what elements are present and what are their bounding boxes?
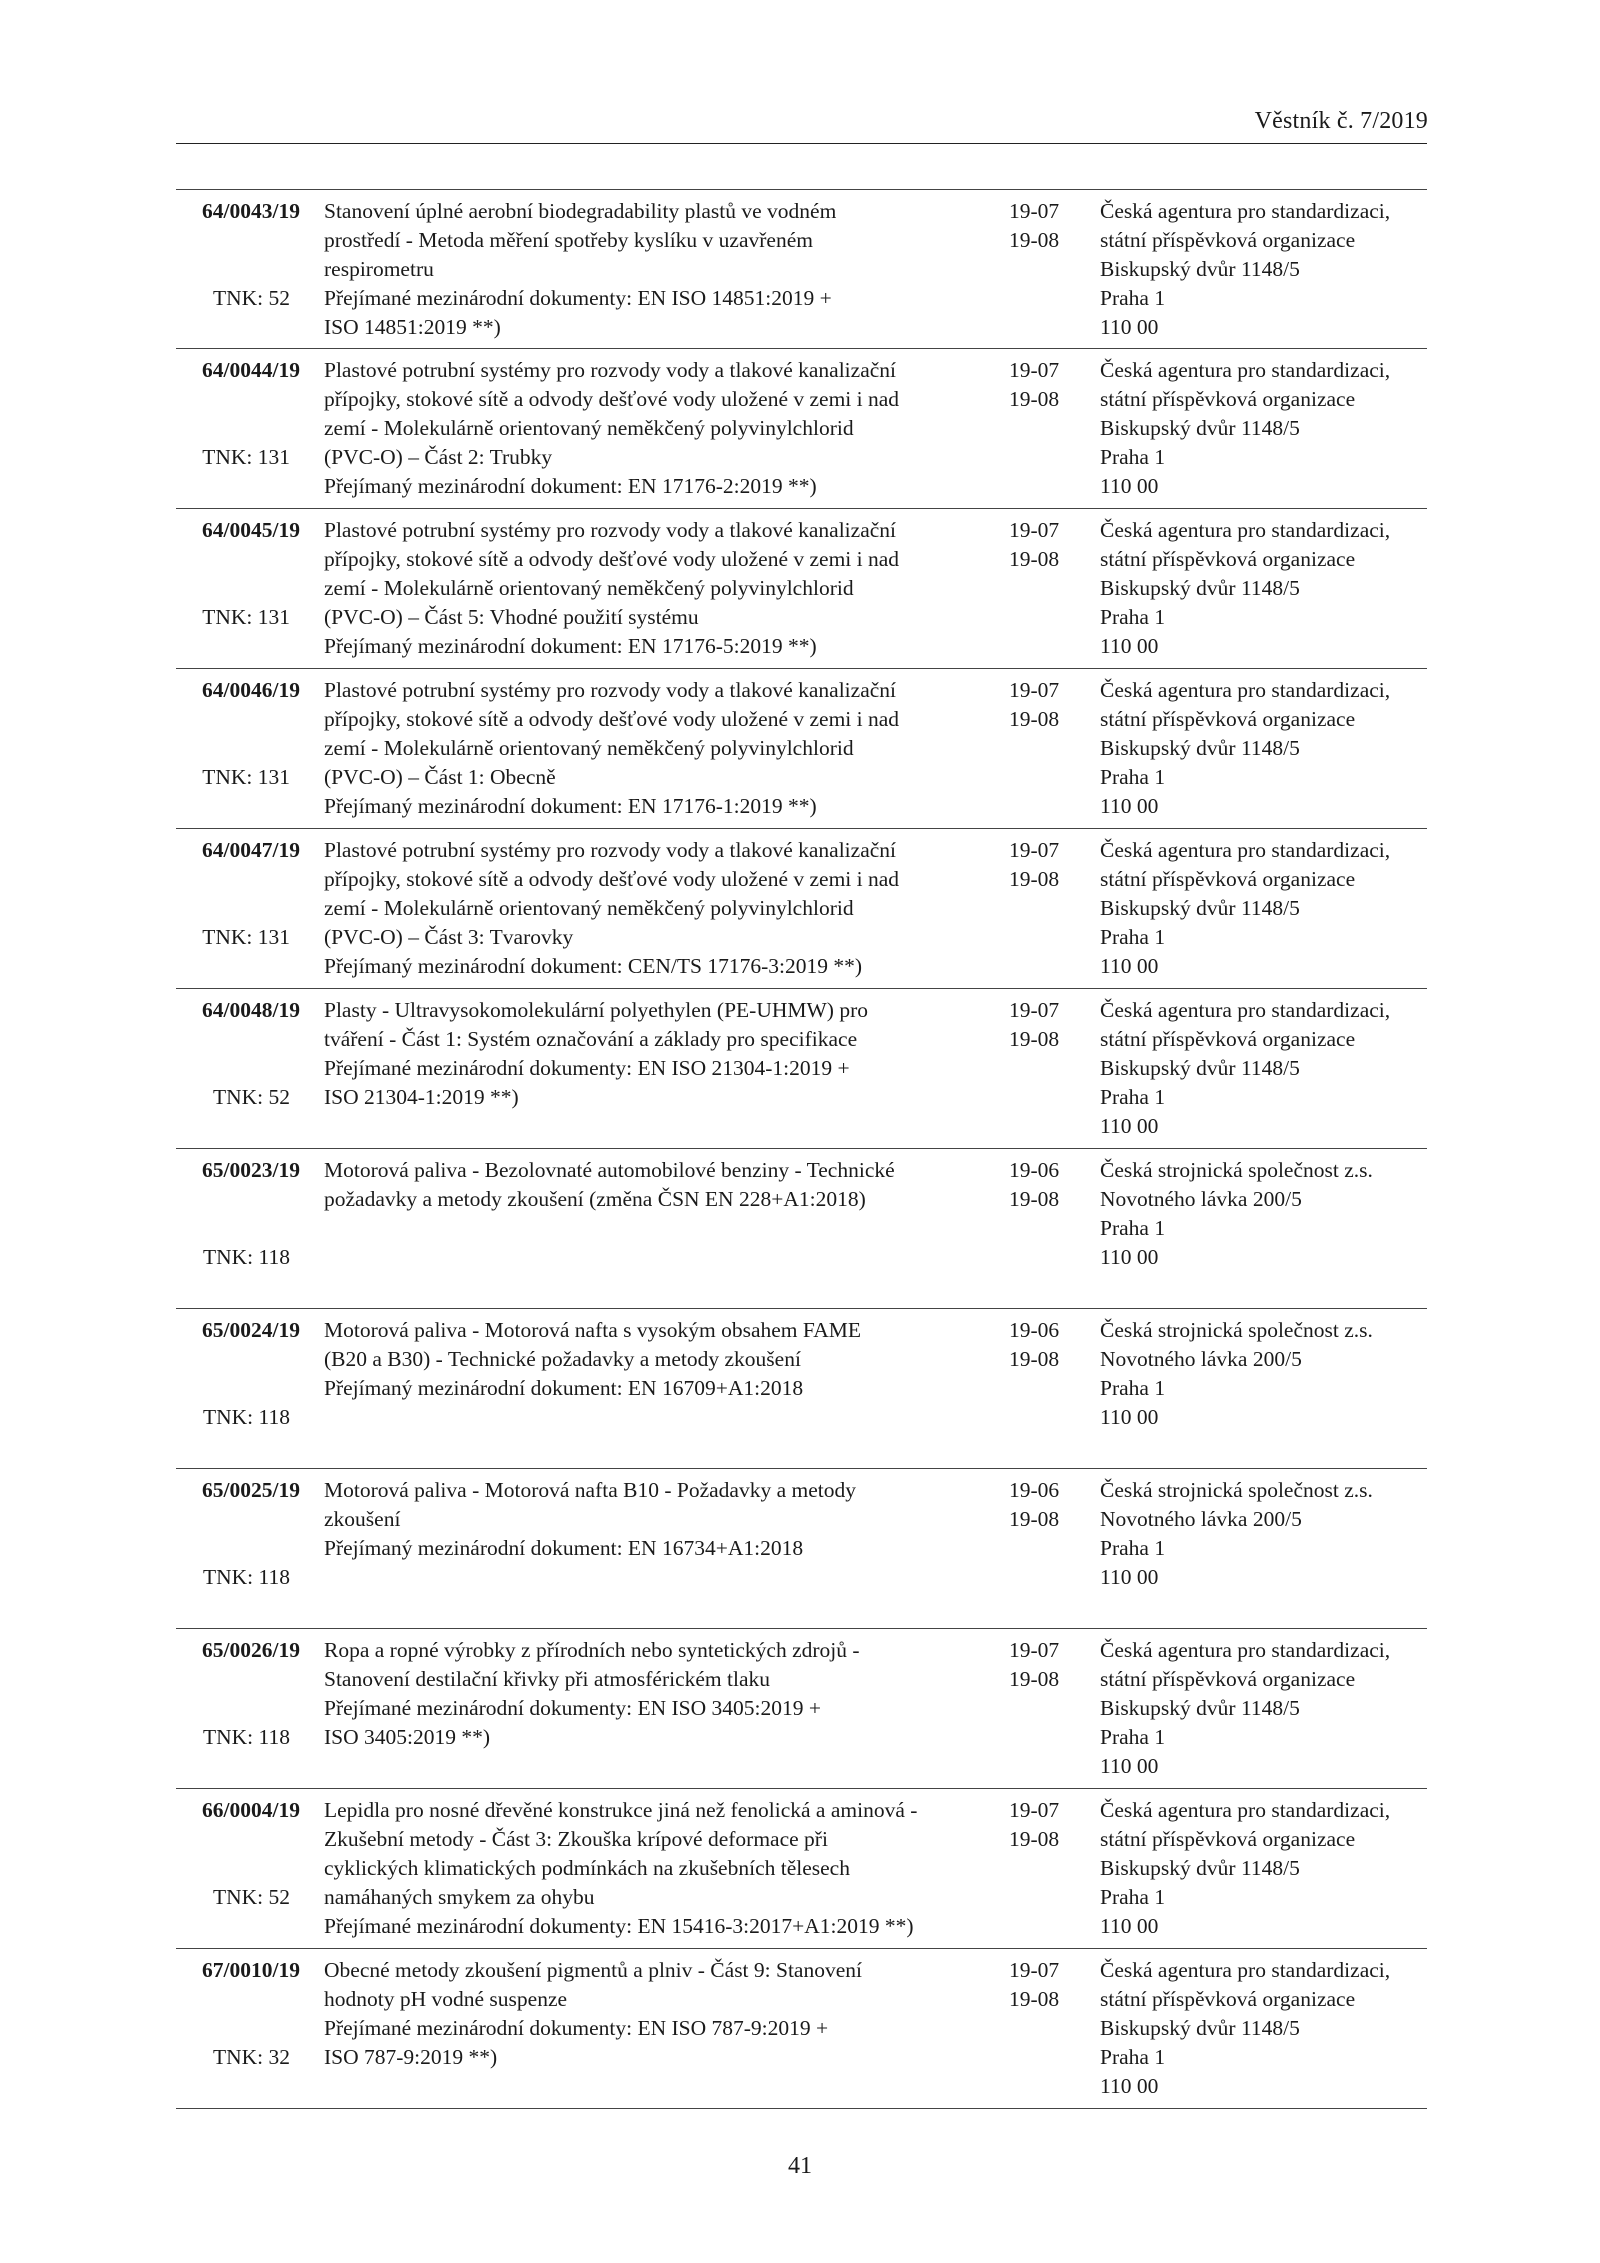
entry-code: 65/0023/19 (202, 1158, 300, 1182)
entry-date: 19-07 (1009, 678, 1060, 702)
table-row (176, 1309, 1427, 1469)
entry-title-line: (PVC-O) – Část 1: Obecně (324, 765, 556, 789)
entry-organization-line: 110 00 (1100, 1245, 1159, 1269)
table-row (176, 1629, 1427, 1789)
entry-organization (1100, 676, 1430, 821)
entry-tnk: TNK: 118 (203, 1725, 290, 1749)
entry-dates (1009, 356, 1079, 414)
entry-title-line: přípojky, stokové sítě a odvody dešťové vody uložené v zemi i nad (324, 867, 900, 891)
entry-title (324, 1316, 1004, 1403)
entry-title-line: přípojky, stokové sítě a odvody dešťové vody uložené v zemi i nad (324, 547, 900, 571)
entry-code: 64/0044/19 (202, 358, 300, 382)
entry-title-line: přípojky, stokové sítě a odvody dešťové vody uložené v zemi i nad (324, 707, 900, 731)
entry-organization-line: Česká strojnická společnost z.s. (1100, 1158, 1373, 1182)
entry-organization-line: 110 00 (1100, 2074, 1159, 2098)
entry-date: 19-07 (1009, 518, 1060, 542)
table-row (176, 989, 1427, 1149)
entry-title-line: zkoušení (324, 1507, 401, 1531)
entry-organization-line: Praha 1 (1100, 1725, 1166, 1749)
entry-date: 19-07 (1009, 1798, 1060, 1822)
entry-title-line: (PVC-O) – Část 2: Trubky (324, 445, 553, 469)
entry-title-line: (B20 a B30) - Technické požadavky a metody zkoušení (324, 1347, 801, 1371)
entry-organization-line: Praha 1 (1100, 765, 1166, 789)
entry-date: 19-06 (1009, 1158, 1060, 1182)
entry-title-line: požadavky a metody zkoušení (změna ČSN EN 228+A1:2018) (324, 1187, 866, 1211)
entry-date: 19-08 (1009, 1827, 1060, 1851)
entry-organization-line: Česká agentura pro standardizaci, (1100, 1638, 1391, 1662)
entry-title (324, 996, 1004, 1112)
entry-date: 19-07 (1009, 199, 1060, 223)
entry-title (324, 1796, 1004, 1941)
entry-title (324, 1956, 1004, 2072)
entry-title-line: Motorová paliva - Motorová nafta s vysokým obsahem FAME (324, 1318, 862, 1342)
entry-organization-line: 110 00 (1100, 1914, 1159, 1938)
entry-code: 67/0010/19 (202, 1958, 300, 1982)
entry-dates (1009, 1956, 1079, 2014)
entry-organization-line: Biskupský dvůr 1148/5 (1100, 257, 1300, 281)
entry-title-line: Přejímaný mezinárodní dokument: CEN/TS 17176-3:2019 **) (324, 954, 863, 978)
entry-organization-line: Praha 1 (1100, 1536, 1166, 1560)
entry-organization-line: Biskupský dvůr 1148/5 (1100, 2016, 1300, 2040)
entry-title-line: Přejímaný mezinárodní dokument: EN 17176-1:2019 **) (324, 794, 817, 818)
entry-organization (1100, 1636, 1430, 1781)
entry-title-line: Přejímaný mezinárodní dokument: EN 16734+A1:2018 (324, 1536, 804, 1560)
entry-organization-line: Biskupský dvůr 1148/5 (1100, 416, 1300, 440)
entry-organization-line: státní příspěvková organizace (1100, 387, 1356, 411)
entry-organization-line: státní příspěvková organizace (1100, 228, 1356, 252)
entry-date: 19-08 (1009, 1507, 1060, 1531)
entry-organization-line: Biskupský dvůr 1148/5 (1100, 896, 1300, 920)
entry-organization-line: státní příspěvková organizace (1100, 1667, 1356, 1691)
entry-dates (1009, 676, 1079, 734)
header-divider (176, 143, 1427, 144)
table-row (176, 1469, 1427, 1629)
entry-title (324, 1636, 1004, 1752)
entry-tnk: TNK: 52 (212, 286, 290, 310)
entry-title-line: tváření - Část 1: Systém označování a základy pro specifikace (324, 1027, 858, 1051)
entry-code: 64/0043/19 (202, 199, 300, 223)
entry-title-line: Lepidla pro nosné dřevěné konstrukce jiná než fenolická a aminová - (324, 1798, 918, 1822)
entry-title-line: Obecné metody zkoušení pigmentů a plniv - Část 9: Stanovení (324, 1958, 862, 1982)
entry-title-line: (PVC-O) – Část 3: Tvarovky (324, 925, 574, 949)
entry-tnk: TNK: 52 (212, 1085, 290, 1109)
table-row (176, 509, 1427, 669)
entry-organization-line: Praha 1 (1100, 605, 1166, 629)
entry-date: 19-06 (1009, 1318, 1060, 1342)
entry-title-line: ISO 787-9:2019 **) (324, 2045, 498, 2069)
entry-organization (1100, 1476, 1430, 1592)
entry-title-line: Přejímané mezinárodní dokumenty: EN ISO 14851:2019 + (324, 286, 832, 310)
table-row (176, 189, 1427, 349)
entry-date: 19-07 (1009, 1958, 1060, 1982)
entry-date: 19-07 (1009, 358, 1060, 382)
entry-title (324, 836, 1004, 981)
entry-title-line: Zkušební metody - Část 3: Zkouška krípové deformace při (324, 1827, 828, 1851)
entry-organization-line: 110 00 (1100, 474, 1159, 498)
entry-organization (1100, 996, 1430, 1141)
entry-title-line: Motorová paliva - Bezolovnaté automobilové benziny - Technické (324, 1158, 895, 1182)
entry-dates (1009, 1476, 1079, 1534)
entry-organization-line: státní příspěvková organizace (1100, 547, 1356, 571)
entry-date: 19-08 (1009, 547, 1060, 571)
entry-date: 19-07 (1009, 998, 1060, 1022)
entry-organization-line: Praha 1 (1100, 925, 1166, 949)
entry-organization-line: 110 00 (1100, 634, 1159, 658)
entry-title-line: Plasty - Ultravysokomolekulární polyethylen (PE-UHMW) pro (324, 998, 868, 1022)
entry-tnk: TNK: 118 (203, 1565, 290, 1589)
entry-organization-line: 110 00 (1100, 954, 1159, 978)
entry-dates (1009, 996, 1079, 1054)
entry-organization-line: Novotného lávka 200/5 (1100, 1187, 1302, 1211)
entry-title-line: zemí - Molekulárně orientovaný neměkčený polyvinylchlorid (324, 576, 854, 600)
entry-date: 19-07 (1009, 838, 1060, 862)
entry-code: 64/0045/19 (202, 518, 300, 542)
entry-date: 19-08 (1009, 1987, 1060, 2011)
entry-date: 19-08 (1009, 1027, 1060, 1051)
entry-title (324, 516, 1004, 661)
entry-title-line: respirometru (324, 257, 434, 281)
entry-title-line: Přejímané mezinárodní dokumenty: EN ISO 3405:2019 + (324, 1696, 821, 1720)
entry-organization-line: 110 00 (1100, 1114, 1159, 1138)
entry-title-line: (PVC-O) – Část 5: Vhodné použití systému (324, 605, 699, 629)
entry-organization (1100, 356, 1430, 501)
entry-organization-line: Biskupský dvůr 1148/5 (1100, 736, 1300, 760)
entry-organization-line: Česká strojnická společnost z.s. (1100, 1318, 1373, 1342)
entry-date: 19-08 (1009, 707, 1060, 731)
entry-title-line: Přejímaný mezinárodní dokument: EN 17176-5:2019 **) (324, 634, 817, 658)
entry-organization-line: Praha 1 (1100, 2045, 1166, 2069)
entry-title-line: Plastové potrubní systémy pro rozvody vody a tlakové kanalizační (324, 518, 897, 542)
table-row (176, 829, 1427, 989)
entry-dates (1009, 1316, 1079, 1374)
entry-organization (1100, 1956, 1430, 2101)
entry-organization-line: Praha 1 (1100, 1885, 1166, 1909)
entry-tnk: TNK: 131 (202, 605, 290, 629)
entry-dates (1009, 1796, 1079, 1854)
entry-title-line: Přejímané mezinárodní dokumenty: EN ISO 787-9:2019 + (324, 2016, 829, 2040)
entry-dates (1009, 516, 1079, 574)
page-header-title: Věstník č. 7/2019 (1254, 108, 1428, 134)
entry-tnk: TNK: 131 (202, 925, 290, 949)
entry-title-line: Přejímané mezinárodní dokumenty: EN ISO 21304-1:2019 + (324, 1056, 850, 1080)
entry-organization-line: Praha 1 (1100, 286, 1166, 310)
entry-organization-line: Česká agentura pro standardizaci, (1100, 678, 1391, 702)
entry-title-line: zemí - Molekulárně orientovaný neměkčený polyvinylchlorid (324, 896, 854, 920)
entry-date: 19-08 (1009, 1667, 1060, 1691)
entry-organization-line: Česká agentura pro standardizaci, (1100, 1798, 1391, 1822)
entry-title-line: cyklických klimatických podmínkách na zkušebních tělesech (324, 1856, 850, 1880)
entry-date: 19-08 (1009, 387, 1060, 411)
entry-code: 64/0048/19 (202, 998, 300, 1022)
entry-organization-line: Novotného lávka 200/5 (1100, 1347, 1302, 1371)
entry-organization-line: státní příspěvková organizace (1100, 867, 1356, 891)
entry-code: 65/0025/19 (202, 1478, 300, 1502)
entry-tnk: TNK: 118 (203, 1245, 290, 1269)
entry-organization-line: Praha 1 (1100, 445, 1166, 469)
entry-title-line: Plastové potrubní systémy pro rozvody vody a tlakové kanalizační (324, 838, 897, 862)
entry-organization (1100, 1156, 1430, 1272)
entry-organization-line: Česká agentura pro standardizaci, (1100, 518, 1391, 542)
entry-title-line: Plastové potrubní systémy pro rozvody vody a tlakové kanalizační (324, 678, 897, 702)
entry-organization (1100, 1316, 1430, 1432)
entry-date: 19-08 (1009, 867, 1060, 891)
standards-table (176, 189, 1427, 2109)
entry-title (324, 1156, 1004, 1214)
entry-date: 19-07 (1009, 1638, 1060, 1662)
entry-organization (1100, 197, 1430, 342)
entry-title (324, 676, 1004, 821)
entry-code: 65/0024/19 (202, 1318, 300, 1342)
entry-organization-line: 110 00 (1100, 1565, 1159, 1589)
entry-date: 19-08 (1009, 228, 1060, 252)
entry-title-line: ISO 14851:2019 **) (324, 315, 501, 339)
entry-tnk: TNK: 118 (203, 1405, 290, 1429)
entry-organization-line: Novotného lávka 200/5 (1100, 1507, 1302, 1531)
entry-organization-line: státní příspěvková organizace (1100, 707, 1356, 731)
entry-organization-line: státní příspěvková organizace (1100, 1987, 1356, 2011)
entry-title-line: ISO 21304-1:2019 **) (324, 1085, 519, 1109)
entry-title (324, 356, 1004, 501)
entry-organization-line: Biskupský dvůr 1148/5 (1100, 576, 1300, 600)
table-row (176, 669, 1427, 829)
entry-organization-line: Česká agentura pro standardizaci, (1100, 358, 1391, 382)
entry-organization (1100, 836, 1430, 981)
entry-tnk: TNK: 32 (212, 2045, 290, 2069)
entry-title-line: Přejímaný mezinárodní dokument: EN 17176-2:2019 **) (324, 474, 817, 498)
entry-dates (1009, 1156, 1079, 1214)
entry-date: 19-08 (1009, 1347, 1060, 1371)
entry-title-line: zemí - Molekulárně orientovaný neměkčený polyvinylchlorid (324, 416, 854, 440)
entry-title-line: prostředí - Metoda měření spotřeby kyslíku v uzavřeném (324, 228, 813, 252)
entry-organization-line: státní příspěvková organizace (1100, 1027, 1356, 1051)
entry-title (324, 1476, 1004, 1563)
entry-organization-line: 110 00 (1100, 794, 1159, 818)
entry-title-line: namáhaných smykem za ohybu (324, 1885, 595, 1909)
entry-organization-line: Biskupský dvůr 1148/5 (1100, 1856, 1300, 1880)
entry-title-line: Stanovení destilační křivky při atmosférickém tlaku (324, 1667, 771, 1691)
table-row (176, 1949, 1427, 2109)
entry-organization-line: Praha 1 (1100, 1376, 1166, 1400)
entry-tnk: TNK: 52 (212, 1885, 290, 1909)
entry-organization-line: Biskupský dvůr 1148/5 (1100, 1056, 1300, 1080)
entry-dates (1009, 1636, 1079, 1694)
entry-organization-line: Praha 1 (1100, 1216, 1166, 1240)
entry-dates (1009, 197, 1079, 255)
table-row (176, 1149, 1427, 1309)
entry-dates (1009, 836, 1079, 894)
entry-title (324, 197, 1004, 342)
entry-code: 65/0026/19 (202, 1638, 300, 1662)
entry-title-line: Stanovení úplné aerobní biodegradability plastů ve vodném (324, 199, 837, 223)
entry-title-line: ISO 3405:2019 **) (324, 1725, 491, 1749)
entry-title-line: Ropa a ropné výrobky z přírodních nebo syntetických zdrojů - (324, 1638, 860, 1662)
entry-tnk: TNK: 131 (202, 445, 290, 469)
entry-title-line: Přejímaný mezinárodní dokument: EN 16709+A1:2018 (324, 1376, 804, 1400)
entry-code: 64/0047/19 (202, 838, 300, 862)
entry-title-line: Motorová paliva - Motorová nafta B10 - Požadavky a metody (324, 1478, 856, 1502)
entry-organization-line: Česká agentura pro standardizaci, (1100, 1958, 1391, 1982)
entry-organization-line: Česká agentura pro standardizaci, (1100, 199, 1391, 223)
entry-organization-line: Praha 1 (1100, 1085, 1166, 1109)
entry-title-line: přípojky, stokové sítě a odvody dešťové vody uložené v zemi i nad (324, 387, 900, 411)
entry-title-line: Plastové potrubní systémy pro rozvody vody a tlakové kanalizační (324, 358, 897, 382)
entry-tnk: TNK: 131 (202, 765, 290, 789)
entry-title-line: zemí - Molekulárně orientovaný neměkčený polyvinylchlorid (324, 736, 854, 760)
entry-organization-line: státní příspěvková organizace (1100, 1827, 1356, 1851)
entry-organization-line: Česká strojnická společnost z.s. (1100, 1478, 1373, 1502)
entry-date: 19-08 (1009, 1187, 1060, 1211)
entry-organization-line: 110 00 (1100, 315, 1159, 339)
entry-organization-line: 110 00 (1100, 1754, 1159, 1778)
entry-date: 19-06 (1009, 1478, 1060, 1502)
entry-code: 66/0004/19 (202, 1798, 300, 1822)
entry-organization-line: Biskupský dvůr 1148/5 (1100, 1696, 1300, 1720)
entry-organization-line: Česká agentura pro standardizaci, (1100, 998, 1391, 1022)
entry-title-line: Přejímané mezinárodní dokumenty: EN 15416-3:2017+A1:2019 **) (324, 1914, 914, 1938)
entry-organization-line: Česká agentura pro standardizaci, (1100, 838, 1391, 862)
table-row (176, 1789, 1427, 1949)
entry-code: 64/0046/19 (202, 678, 300, 702)
entry-title-line: hodnoty pH vodné suspenze (324, 1987, 568, 2011)
entry-organization-line: 110 00 (1100, 1405, 1159, 1429)
table-row (176, 349, 1427, 509)
entry-organization (1100, 1796, 1430, 1941)
page-number: 41 (788, 2153, 812, 2179)
entry-organization (1100, 516, 1430, 661)
